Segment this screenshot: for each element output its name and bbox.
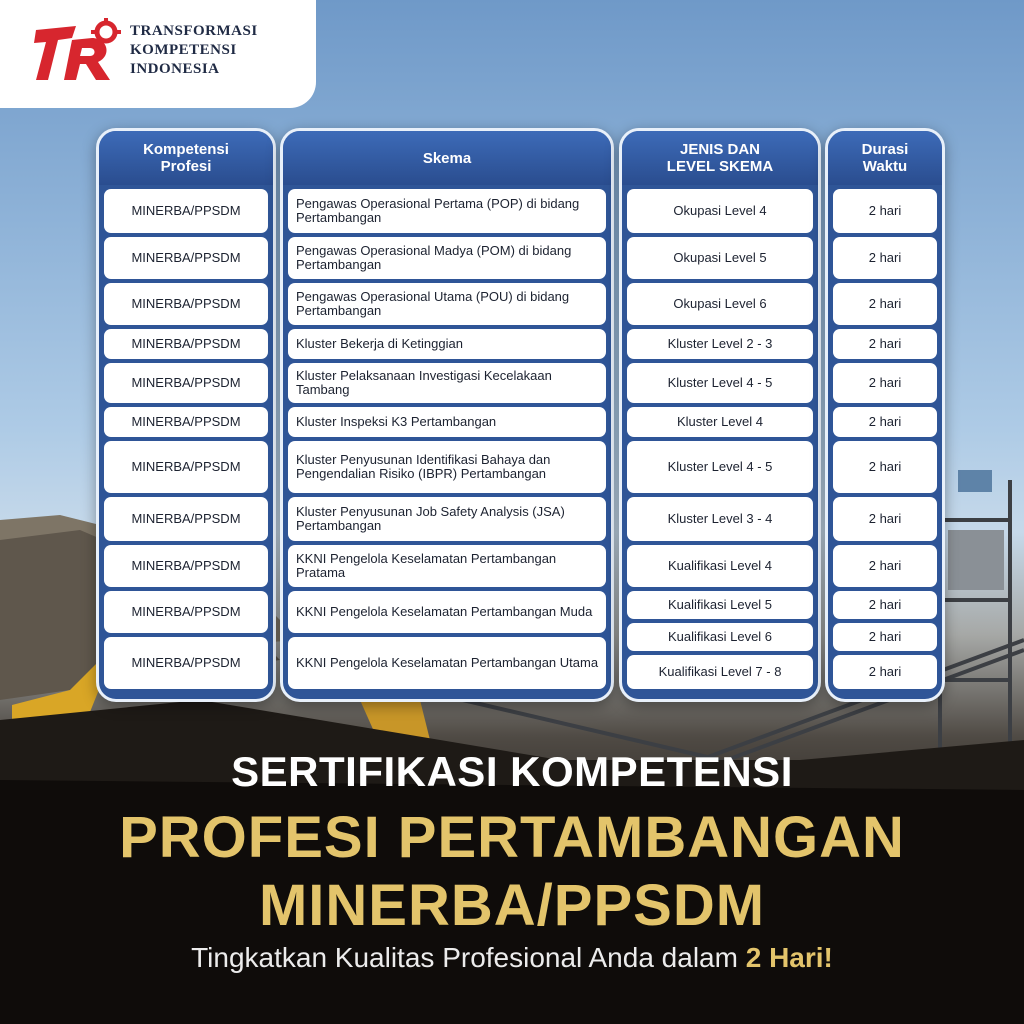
table-cell-kompetensi: MINERBA/PPSDM [104, 545, 268, 587]
tagline-text: Tingkatkan Kualitas Profesional Anda dalam [191, 942, 746, 973]
table-cell-jenis: Kualifikasi Level 4 [627, 545, 813, 587]
table-cell-jenis: Kluster Level 4 - 5 [627, 441, 813, 493]
table-cell-skema: Pengawas Operasional Pertama (POP) di bidang Pertambangan [288, 189, 606, 233]
column-header [99, 131, 273, 185]
cells-durasi [833, 189, 937, 693]
table-cell-durasi: 2 hari [833, 189, 937, 233]
table-cell-jenis: Okupasi Level 6 [627, 283, 813, 325]
tki-logo-icon [32, 18, 124, 88]
table-cell-skema: Kluster Penyusunan Identifikasi Bahaya dan Pengendalian Risiko (IBPR) Pertambangan [288, 441, 606, 493]
headline-line-2: PROFESI PERTAMBANGAN [119, 805, 905, 870]
table-cell-jenis: Kluster Level 4 [627, 407, 813, 437]
table-cell-skema: Kluster Inspeksi K3 Pertambangan [288, 407, 606, 437]
header-durasi: Durasi Waktu [861, 141, 909, 175]
table-cell-skema: KKNI Pengelola Keselamatan Pertambangan Muda [288, 591, 606, 633]
column-header [283, 131, 611, 185]
tagline [0, 942, 1024, 974]
cells-kompetensi [104, 189, 268, 693]
table-cell-durasi: 2 hari [833, 655, 937, 689]
table-cell-kompetensi: MINERBA/PPSDM [104, 591, 268, 633]
logo-card [0, 0, 316, 108]
column-jenis-level [619, 128, 821, 702]
tagline-highlight: 2 Hari! [745, 942, 833, 973]
table-cell-skema: Pengawas Operasional Utama (POU) di bidang Pertambangan [288, 283, 606, 325]
table-cell-durasi: 2 hari [833, 545, 937, 587]
table-cell-kompetensi: MINERBA/PPSDM [104, 637, 268, 689]
table-cell-skema: KKNI Pengelola Keselamatan Pertambangan Pratama [288, 545, 606, 587]
table-cell-kompetensi: MINERBA/PPSDM [104, 329, 268, 359]
table-cell-durasi: 2 hari [833, 329, 937, 359]
table-cell-jenis: Okupasi Level 5 [627, 237, 813, 279]
table-cell-durasi: 2 hari [833, 497, 937, 541]
cells-jenis [627, 189, 813, 693]
table-cell-durasi: 2 hari [833, 407, 937, 437]
table-cell-skema: KKNI Pengelola Keselamatan Pertambangan Utama [288, 637, 606, 689]
table-cell-jenis: Kluster Level 4 - 5 [627, 363, 813, 403]
table-cell-kompetensi: MINERBA/PPSDM [104, 283, 268, 325]
header-kompetensi: Kompetensi Profesi [143, 141, 229, 175]
table-cell-durasi: 2 hari [833, 591, 937, 619]
table-cell-kompetensi: MINERBA/PPSDM [104, 237, 268, 279]
table-cell-skema: Pengawas Operasional Madya (POM) di bidang Pertambangan [288, 237, 606, 279]
brand-name [130, 22, 258, 79]
brand-line-2: KOMPETENSI [130, 42, 237, 58]
table-cell-durasi: 2 hari [833, 623, 937, 651]
table-cell-durasi: 2 hari [833, 441, 937, 493]
table-cell-jenis: Okupasi Level 4 [627, 189, 813, 233]
table-cell-durasi: 2 hari [833, 283, 937, 325]
cells-skema [288, 189, 606, 693]
table-cell-kompetensi: MINERBA/PPSDM [104, 441, 268, 493]
table-cell-kompetensi: MINERBA/PPSDM [104, 497, 268, 541]
table-cell-durasi: 2 hari [833, 363, 937, 403]
table-cell-skema: Kluster Pelaksanaan Investigasi Kecelakaan Tambang [288, 363, 606, 403]
column-header [622, 131, 818, 185]
headline-line-1: SERTIFIKASI KOMPETENSI [231, 748, 793, 795]
table-cell-kompetensi: MINERBA/PPSDM [104, 189, 268, 233]
headline-line-3: MINERBA/PPSDM [258, 873, 766, 938]
column-kompetensi-profesi [96, 128, 276, 702]
table-cell-jenis: Kualifikasi Level 7 - 8 [627, 655, 813, 689]
table-cell-kompetensi: MINERBA/PPSDM [104, 407, 268, 437]
column-durasi [825, 128, 945, 702]
table-cell-jenis: Kluster Level 2 - 3 [627, 329, 813, 359]
table-cell-jenis: Kluster Level 3 - 4 [627, 497, 813, 541]
table-cell-jenis: Kualifikasi Level 5 [627, 591, 813, 619]
header-jenis: JENIS DAN LEVEL SKEMA [666, 141, 774, 175]
table-cell-kompetensi: MINERBA/PPSDM [104, 363, 268, 403]
table-cell-skema: Kluster Bekerja di Ketinggian [288, 329, 606, 359]
brand-line-1: TRANSFORMASI [130, 23, 258, 39]
header-skema: Skema [422, 149, 472, 167]
brand-line-3: INDONESIA [130, 61, 220, 77]
table-cell-durasi: 2 hari [833, 237, 937, 279]
column-skema [280, 128, 614, 702]
table-cell-skema: Kluster Penyusunan Job Safety Analysis (JSA) Pertambangan [288, 497, 606, 541]
column-header [828, 131, 942, 185]
table-cell-jenis: Kualifikasi Level 6 [627, 623, 813, 651]
